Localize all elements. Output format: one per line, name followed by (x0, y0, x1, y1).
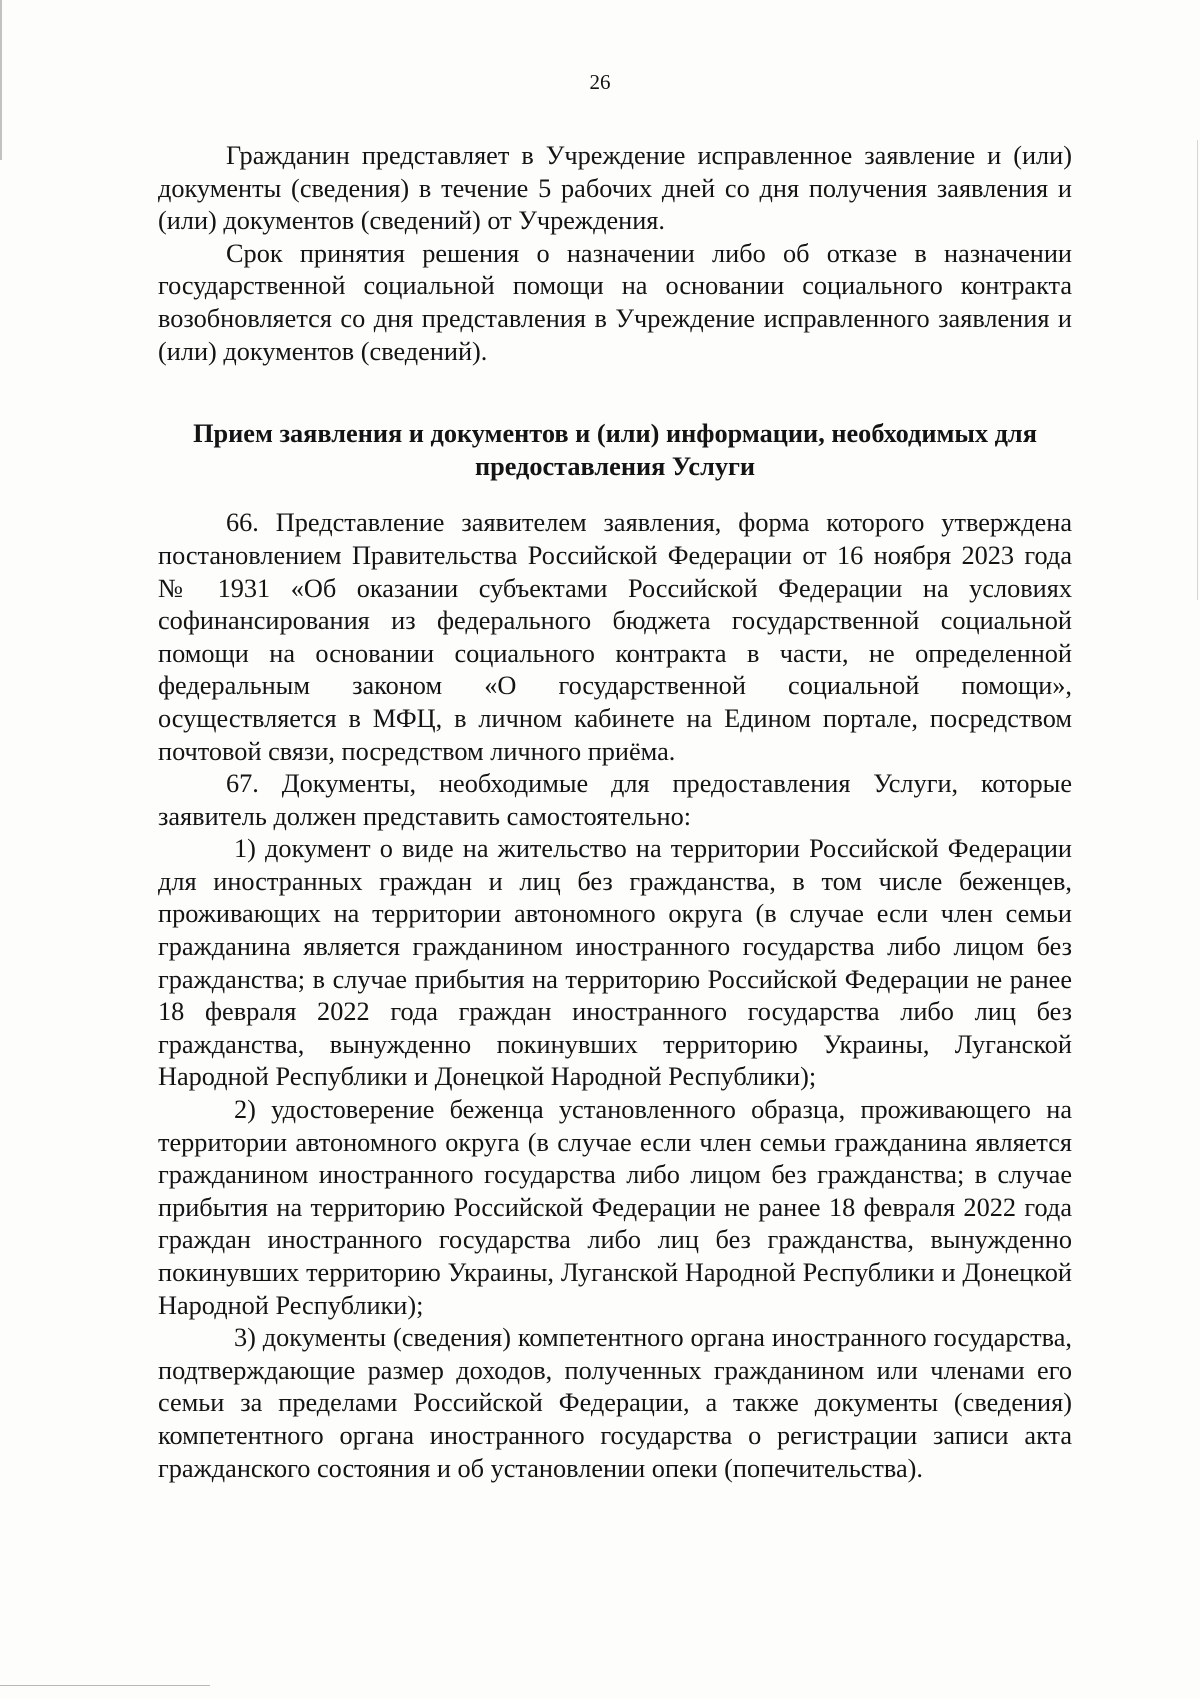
scan-left-edge-mark-lower (0, 1685, 210, 1686)
list-item-2: 2) удостоверение беженца установленного образца, проживающего на территории автономного округа (в случае если член семьи гражданина является гражданином иностранного государства либо лицом без гражданства; в случае прибытия на территорию Российской Федерации не ранее 18 февраля 2022 года граждан иностранного государства либо лиц без гражданства, вынужденно покинувших территорию Украины, Луганской Народной Республики и Донецкой Народной Республики); (158, 1095, 1072, 1320)
list-item-3: 3) документы (сведения) компетентного органа иностранного государства, подтверждающие размер доходов, полученных гражданином или членами его семьи за пределами Российской Федерации, а также документы (сведения) компетентного органа иностранного государства о регистрации записи акта гражданского состояния и об установлении опеки (попечительства). (158, 1323, 1072, 1483)
paragraph-correction-submission: Гражданин представляет в Учреждение исправленное заявление и (или) документы (сведения) в течение 5 рабочих дней со дня получения заявления и (или) документов (сведений) от Учреждения. (158, 141, 1072, 236)
scan-right-edge-mark (1197, 140, 1198, 600)
page-number: 26 (589, 70, 611, 94)
paragraph-67: 67. Документы, необходимые для предоставления Услуги, которые заявитель должен представить самостоятельно: (158, 769, 1072, 831)
section-heading: Прием заявления и документов и (или) информации, необходимых для предоставления Услуги (193, 419, 1037, 481)
document-body (158, 140, 1072, 1485)
list-item-1: 1) документ о виде на жительство на территории Российской Федерации для иностранных граждан и лиц без гражданства, в том числе беженцев, проживающих на территории автономного округа (в случае если член семьи гражданина является гражданином иностранного государства либо лицом без гражданства; в случае прибытия на территорию Российской Федерации не ранее 18 февраля 2022 года граждан иностранного государства либо лиц без гражданства, вынужденно покинувших территорию Украины, Луганской Народной Республики и Донецкой Народной Республики); (158, 834, 1072, 1092)
paragraph-66: 66. Представление заявителем заявления, форма которого утверждена постановлением Правительства Российской Федерации от 16 ноября 2023 года № 1931 «Об оказании субъектами Российской Федерации на условиях софинансирования из федерального бюджета государственной социальной помощи на основании социального контракта в части, не определенной федеральным законом «О государственной социальной помощи», осуществляется в МФЦ, в личном кабинете на Едином портале, посредством почтовой связи, посредством личного приёма. (158, 508, 1072, 766)
paragraph-decision-deadline: Срок принятия решения о назначении либо об отказе в назначении государственной социальной помощи на основании социального контракта возобновляется со дня представления в Учреждение исправленного заявления и (или) документов (сведений). (158, 238, 1072, 366)
